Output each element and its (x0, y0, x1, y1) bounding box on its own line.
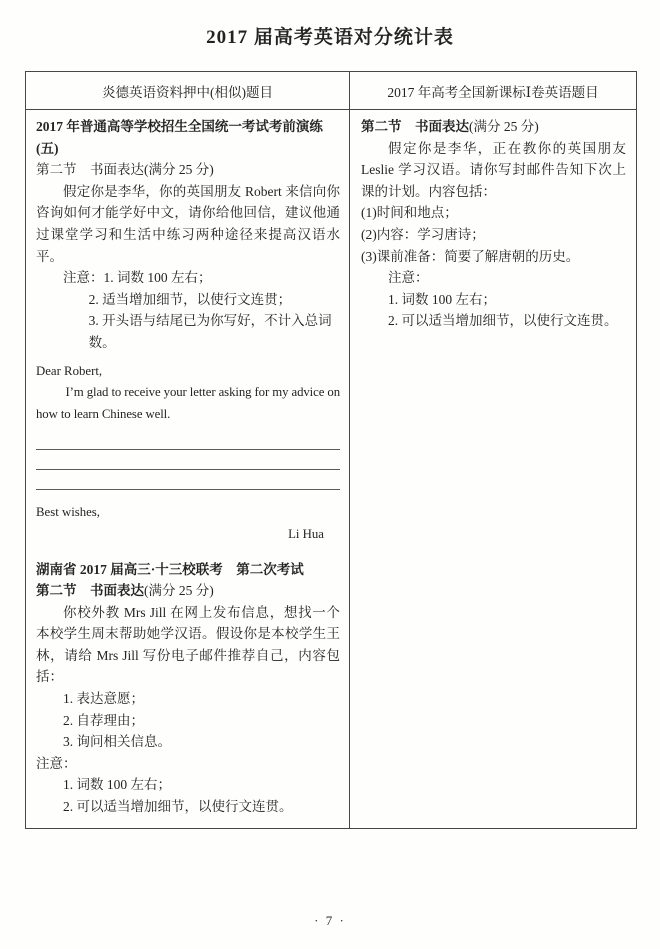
gaokao-notes-label: 注意： (388, 270, 429, 286)
exam2-section-title (36, 580, 340, 602)
cell-gaokao-paper (350, 110, 636, 828)
exam2-section-title-bold: 第二节 书面表达 (36, 583, 144, 599)
table-header-row (26, 72, 636, 110)
exam1-note-3: 3. 开头语与结尾已为你写好，不计入总词数。 (88, 313, 332, 350)
gaokao-note-1: 1. 词数 100 左右； (388, 291, 496, 307)
writing-line-2 (36, 450, 340, 470)
header-gaokao-paper: 2017 年高考全国新课标Ⅰ卷英语题目 (387, 85, 599, 100)
gaokao-point-2: (2)内容：学习唐诗； (361, 226, 485, 242)
exam2-section-title-rest: (满分 25 分) (144, 583, 214, 599)
gaokao-point-3: (3)课前准备：简要了解唐朝的历史。 (361, 248, 580, 264)
gaokao-point-1: (1)时间和地点； (361, 205, 458, 221)
exam1-note-1: 注意：1. 词数 100 左右； (63, 270, 212, 286)
letter-body: I’m glad to receive your letter asking for my advice on how to learn Chinese well. (36, 385, 340, 421)
header-yande-materials: 炎德英语资料押中(相似)题目 (26, 72, 350, 109)
exam2-source-title: 湖南省 2017 届高三·十三校联考 第二次考试 (36, 561, 304, 577)
gaokao-note-2: 2. 可以适当增加细节，以使行文连贯。 (388, 313, 618, 329)
gaokao-prompt: 假定你是李华，正在教你的英国朋友 Leslie 学习汉语。请你写封邮件告知下次上课的计划。内容包括： (361, 140, 626, 199)
letter-salutation: Dear Robert, (36, 363, 103, 378)
exam2-notes-label: 注意： (36, 755, 77, 771)
exam2-note-2: 2. 可以适当增加细节，以使行文连贯。 (63, 799, 293, 815)
exam1-prompt: 假定你是李华，你的英国朋友 Robert 来信向你咨询如何才能学好中文，请你给他回信，建议他通过课堂学习和生活中练习两种途径来提高汉语水平。 (36, 183, 340, 264)
exam1-section-title: 第二节 书面表达(满分 25 分) (36, 162, 214, 178)
letter-signature: Li Hua (288, 526, 324, 541)
exam1-source-title: 2017 年普通高等学校招生全国统一考试考前演练(五) (36, 119, 323, 156)
writing-line-1 (36, 430, 340, 450)
gaokao-section-title-rest: (满分 25 分) (469, 119, 539, 134)
table-body-row (26, 110, 636, 828)
exam2-point-2: 2. 自荐理由； (63, 712, 144, 728)
page-number: · 7 · (314, 913, 346, 928)
writing-line-3 (36, 470, 340, 490)
page-title: 2017 届高考英语对分统计表 (206, 27, 454, 48)
cell-yande-materials (26, 110, 350, 828)
exam1-note-2: 2. 适当增加细节，以使行文连贯； (88, 291, 292, 307)
exam2-note-1: 1. 词数 100 左右； (63, 777, 171, 793)
gaokao-section-title (361, 116, 626, 138)
comparison-table (25, 71, 637, 829)
exam2-prompt: 你校外教 Mrs Jill 在网上发布信息，想找一个本校学生周末帮助她学汉语。假设你是本校学生王林，请给 Mrs Jill 写份电子邮件推荐自己，内容包括： (36, 604, 340, 685)
letter-closing: Best wishes, (36, 505, 100, 520)
exam2-point-1: 1. 表达意愿； (63, 691, 144, 707)
gaokao-section-title-bold: 第二节 书面表达 (361, 119, 469, 134)
exam2-point-3: 3. 询问相关信息。 (63, 734, 171, 750)
